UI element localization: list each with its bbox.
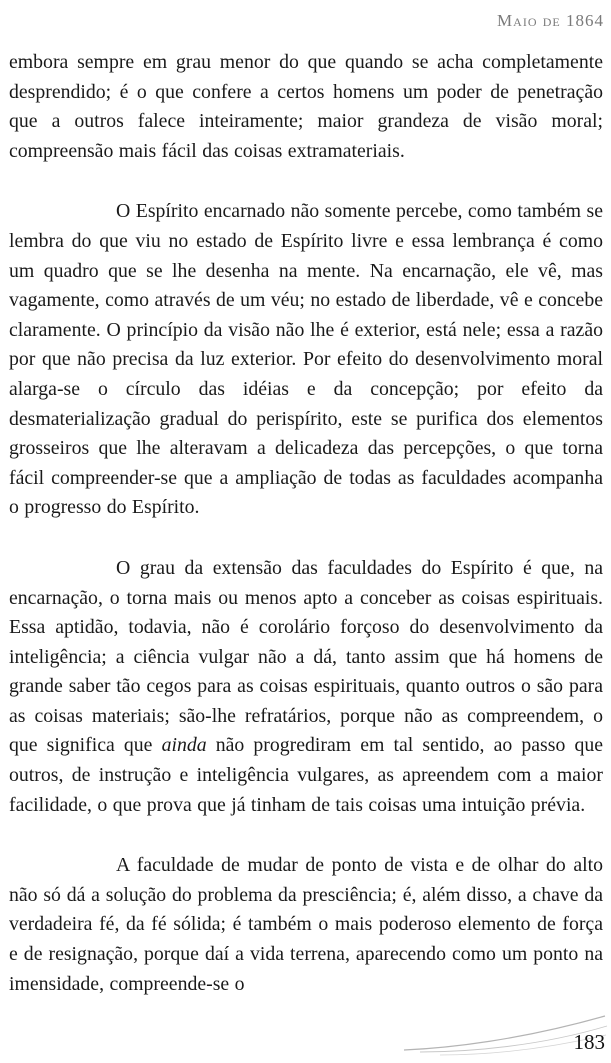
text-segment: A faculdade de mudar de ponto de vista e de olhar do alto não só dá a solução do problema da presciência; é, além disso, a chave da verdadeira fé, da fé sólida; é também o mais poderoso elemento de força e de resignação, porque daí a vida terrena, aparecendo como um ponto na imensidade, compreende-se o — [9, 854, 603, 995]
page-number: 183 — [573, 1030, 605, 1054]
text-segment: O grau da extensão das faculdades do Espírito é que, na encarnação, o torna mais ou menos apto a conceber as coisas espirituais. Essa aptidão, todavia, não é corolário forçoso do desenvolvimento da inteligência; a ciência vulgar não a dá, tanto assim que há homens de grande saber tão cegos para as coisas espirituais, quanto outros o são para as coisas materiais; são-lhe refratários, porque não as compreendem, o que significa que — [9, 556, 603, 757]
italic-word: ainda — [161, 734, 207, 757]
paragraph — [9, 851, 603, 999]
text-segment: O Espírito encarnado não somente percebe, como também se lembra do que viu no estado de Espírito livre e essa lembrança é como um quadro que se lhe desenha na mente. Na encarnação, ele vê, mas vagamente, como através de um véu; no estado de liberdade, vê e concebe claramente. O princípio da visão não lhe é exterior, está nele; essa a razão por que não precisa da luz exterior. Por efeito do desenvolvimento moral alarga-se o círculo das idéias e da concepção; por efeito da desmaterialização gradual do perispírito, este se purifica dos elementos grosseiros que lhe alteravam a delicadeza das percepções, o que torna fácil compreender-se que a ampliação de todas as faculdades acompanha o progresso do Espírito. — [9, 200, 603, 519]
paragraph — [9, 48, 603, 166]
paragraph — [9, 197, 603, 523]
paragraph — [9, 554, 603, 820]
body-text — [9, 48, 603, 999]
text-segment: não progrediram em tal sentido, ao passo que outros, de instrução e inteligência vulgares, as apreendem com a maior facilidade, o que prova que já tinham de tais coisas uma intuição prévia. — [9, 734, 604, 816]
text-segment: embora sempre em grau menor do que quando se acha completamente desprendido; é o que confere a certos homens um poder de penetração que a outros falece inteiramente; maior grandeza de visão moral; compreensão mais fácil das coisas extramateriais. — [9, 51, 603, 162]
running-head: Maio de 1864 — [497, 11, 604, 30]
